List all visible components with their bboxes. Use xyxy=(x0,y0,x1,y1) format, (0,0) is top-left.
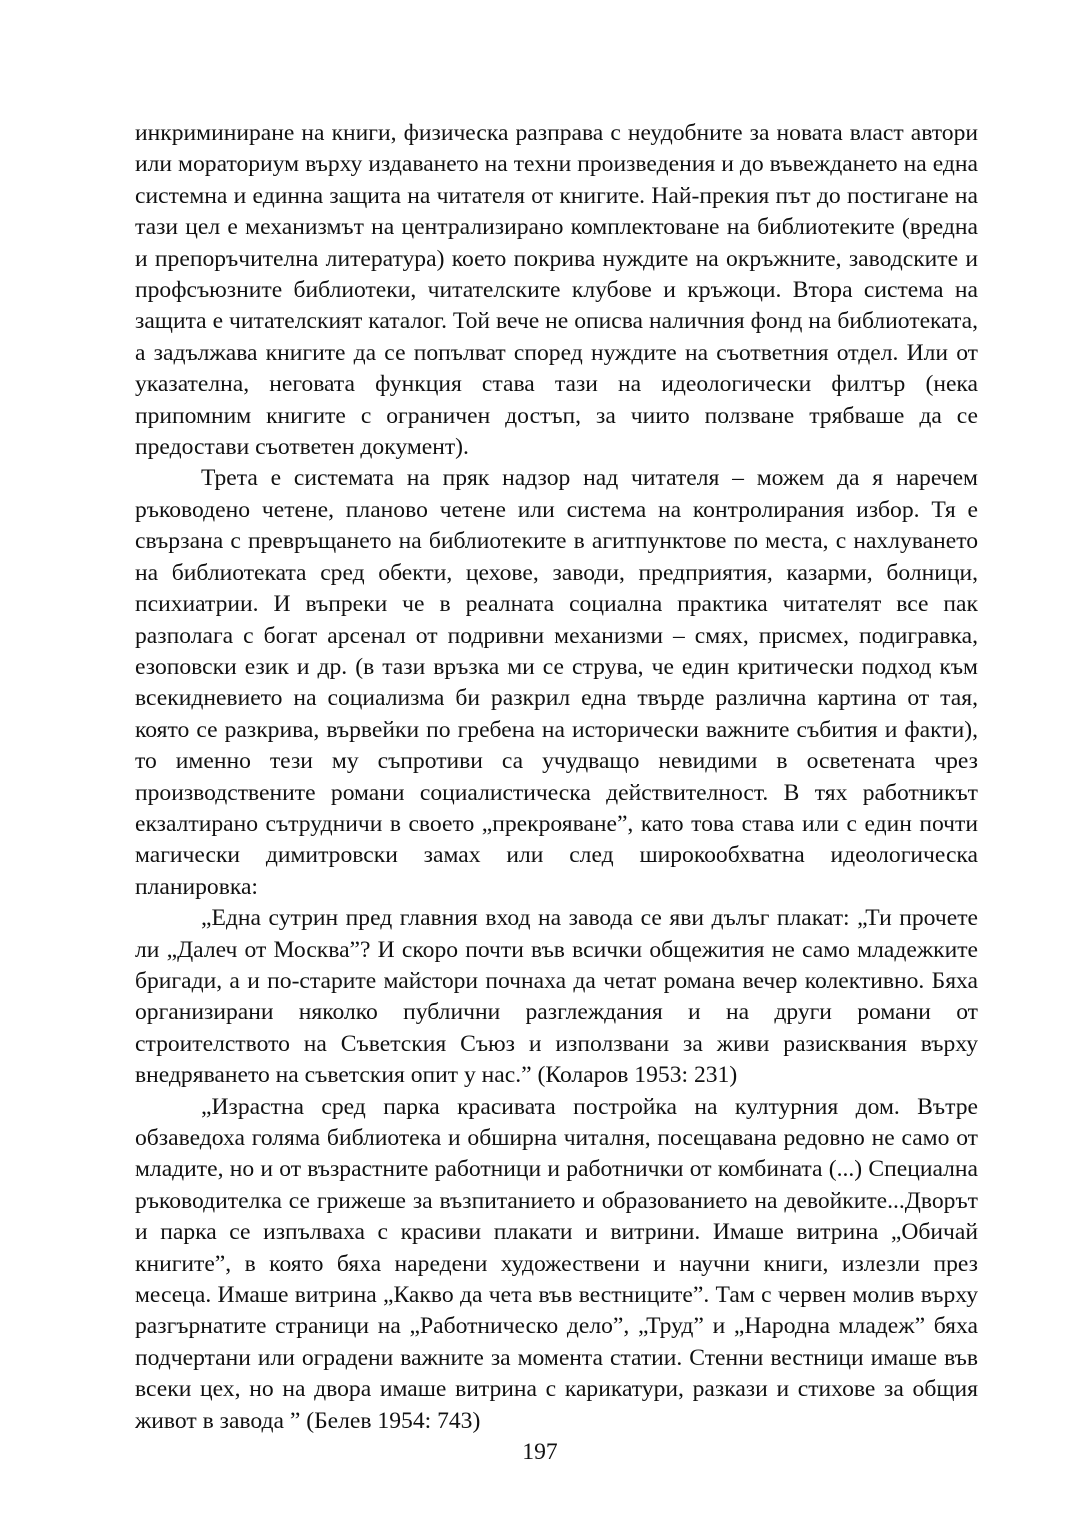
quote-kolarov: „Една сутрин пред главния вход на завода се яви дълъг плакат: „Ти прочете ли „Далеч от Москва”? И скоро почти във всички общежития не само младежките бригади, а и по-старите майстори почнаха да четат романа вечер колективно. Бяха организирани няколко публични разглеждания и на други романи от строителството на Съветския Съюз и използвани за живи разисквания върху внедряването на съветския опит у нас.” (Коларов 1953: 231) xyxy=(135,905,978,1089)
paragraph-continuation: инкриминиране на книги, физическа разправа с неудобните за новата власт автори или мораториум върху издаването на техни произведения и до въвеждането на една системна и единна защита на читателя от книгите. Най-прекия път до постигане на тази цел е механизмът на централизирано комплектоване на библиотеките (вредна и препоръчителна литература) което покрива нуждите на окръжните, заводските и профсъюзните библиотеки, читателските клубове и кръжоци. Втора система на защита е читателският каталог. Той вече не описва наличния фонд на библиотеката, а задължава книгите да се попълват според нуждите на съответния отдел. Или от указателна, неговата функция става тази на идеологически филтър (нека припомним книгите с ограничен достъп, за чиито ползване трябваше да се предостави съответен документ). xyxy=(135,120,978,461)
body-text xyxy=(135,118,978,1437)
page-number: 197 xyxy=(522,1439,558,1465)
quote-belev: „Израстна сред парка красивата постройка на културния дом. Вътре обзаведоха голяма библиотека и обширна читалня, посещавана редовно не само от младите, но и от възрастните работници и работнички от комбината (...) Специална ръководителка се грижеше за възпитанието и образованието на девойките...Дворът и парка се изпълваха с красиви плакати и витрини. Имаше витрина „Обичай книгите”, в която бяха наредени художествени и научни книги, излезли през месеца. Имаше витрина „Какво да чета във вестниците”. Там с червен молив върху разгърнатите страници на „Работническо дело”, „Труд” и „Народна младеж” бяха подчертани или оградени важните за момента статии. Стенни вестници имаше във всеки цех, но на двора имаше витрина с карикатури, разкази и стихове за общия живот в завода ” (Белев 1954: 743) xyxy=(135,1093,978,1434)
paragraph-reader-supervision: Трета е системата на пряк надзор над читателя – можем да я наречем ръководено четене, планово четене или система на контролирания избор. Тя е свързана с превръщането на библиотеките в агитпунктове по места, с нахлуването на библиотеката сред обекти, цехове, заводи, предприятия, казарми, болници, психиатрии. И въпреки че в реалната социална практика читателят все пак разполага с богат арсенал от подривни механизми – смях, присмех, подигравка, езоповски език и др. (в тази връзка ми се струва, че един критически подход към всекидневието на социализма би разкрил една твърде различна картина от тая, която се разкрива, вървейки по гребена на исторически важните събития и факти), то именно тези му съпротиви са учудващо невидими в осветената чрез производствените романи социалистическа действителност. В тях работникът екзалтирано сътрудничи в своето „прекрояване”, като това става или с един почти магически димитровски замах или след широкообхватна идеологическа планировка: xyxy=(135,465,978,900)
